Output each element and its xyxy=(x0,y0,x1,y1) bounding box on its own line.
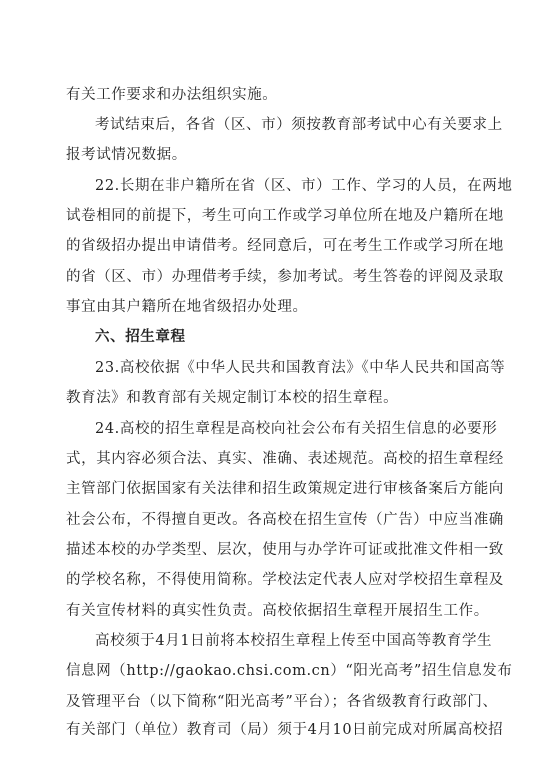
text-line: 的省级招办提出申请借考。经同意后，可在考生工作或学习所在地 xyxy=(66,238,504,254)
text-line: 描述本校的办学类型、层次，使用与办学许可证或批准文件相一致 xyxy=(66,542,504,558)
text-line: 有关宣传材料的真实性负责。高校依据招生章程开展招生工作。 xyxy=(66,603,489,619)
text-line: 社会公布，不得擅自更改。各高校在招生宣传（广告）中应当准确 xyxy=(66,512,504,528)
text-line: 23.高校依据《中华人民共和国教育法》《中华人民共和国高等 xyxy=(95,360,506,376)
text-line: 试卷相同的前提下，考生可向工作或学习单位所在地及户籍所在地 xyxy=(66,208,504,224)
text-line: 高校须于4月1日前将本校招生章程上传至中国高等教育学生 xyxy=(95,633,493,649)
text-line: 报考试情况数据。 xyxy=(66,147,187,163)
text-line: 的省（区、市）办理借考手续，参加考试。考生答卷的评阅及录取 xyxy=(66,269,504,285)
text-line: 有关工作要求和办法组织实施。 xyxy=(66,87,278,103)
text-line: 主管部门依据国家有关法律和招生政策规定进行审核备案后方能向 xyxy=(66,481,504,497)
text-line: 及管理平台（以下简称“阳光高考”平台）；各省级教育行政部门、 xyxy=(66,694,498,710)
text-line: 考试结束后，各省（区、市）须按教育部考试中心有关要求上 xyxy=(95,117,503,133)
text-line: 教育法》和教育部有关规定制订本校的招生章程。 xyxy=(66,390,399,406)
text-line: 式，其内容必须合法、真实、准确、表述规范。高校的招生章程经 xyxy=(66,451,504,467)
text-line: 的学校名称，不得使用简称。学校法定代表人应对学校招生章程及 xyxy=(66,572,504,588)
text-line: 有关部门（单位）教育司（局）须于4月10日前完成对所属高校招 xyxy=(66,722,504,738)
text-line: 事宜由其户籍所在地省级招办处理。 xyxy=(66,299,308,315)
section-heading: 六、招生章程 xyxy=(95,328,186,345)
text-line: 22.长期在非户籍所在省（区、市）工作、学习的人员，在两地 xyxy=(95,178,513,194)
text-line: 24.高校的招生章程是高校向社会公布有关招生信息的必要形 xyxy=(95,421,498,437)
text-line: 信息网（http://gaokao.chsi.com.cn）“阳光高考”招生信息发布 xyxy=(66,663,513,679)
